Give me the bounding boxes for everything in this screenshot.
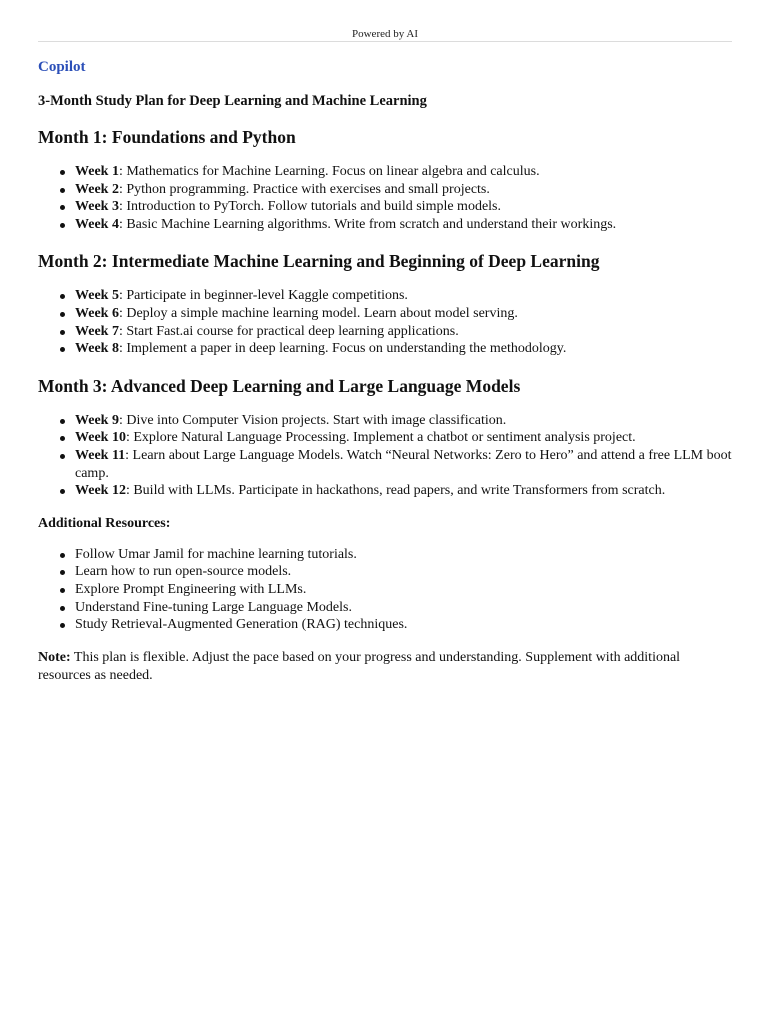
week-text: : Implement a paper in deep learning. Focus on understanding the methodology. <box>118 341 567 357</box>
powered-by-bar <box>38 0 732 42</box>
week-label: Week 8 <box>75 341 119 357</box>
week-label: Week 4 <box>75 216 119 232</box>
week-text: : Explore Natural Language Processing. Implement a chatbot or sentiment analysis project. <box>125 430 636 446</box>
resources-heading: Additional Resources: <box>38 515 171 531</box>
week-text: : Participate in beginner-level Kaggle competitions. <box>118 288 408 304</box>
note-paragraph <box>38 649 732 685</box>
month-2-heading: Month 2: Intermediate Machine Learning and Beginning of Deep Learning <box>38 251 600 272</box>
month-1-heading: Month 1: Foundations and Python <box>38 127 296 147</box>
list-item <box>75 216 732 234</box>
note-text: This plan is flexible. Adjust the pace based on your progress and understanding. Supplement with additional resources as needed. <box>38 649 681 683</box>
week-text: : Introduction to PyTorch. Follow tutorials and build simple models. <box>118 199 501 215</box>
week-label: Week 1 <box>75 164 119 179</box>
week-text: : Deploy a simple machine learning model. Learn about model serving. <box>118 305 518 321</box>
month-3-week-list <box>38 412 732 500</box>
list-item <box>75 482 732 500</box>
list-item <box>75 447 732 482</box>
list-item: Learn how to run open-source models. <box>75 563 732 581</box>
list-item <box>75 429 732 447</box>
list-item: Follow Umar Jamil for machine learning tutorials. <box>75 546 732 564</box>
document-title: 3-Month Study Plan for Deep Learning and Machine Learning <box>38 93 427 109</box>
list-item <box>75 287 732 305</box>
week-text: : Dive into Computer Vision projects. Start with image classification. <box>118 412 507 428</box>
month-1-week-list <box>38 163 732 233</box>
week-label: Week 2 <box>75 181 119 197</box>
week-text: : Build with LLMs. Participate in hackathons, read papers, and write Transformers from scratch. <box>125 483 666 499</box>
list-item <box>75 181 732 199</box>
week-text: : Python programming. Practice with exercises and small projects. <box>118 181 490 197</box>
week-label: Week 12 <box>75 483 126 499</box>
list-item <box>75 305 732 323</box>
list-item: Explore Prompt Engineering with LLMs. <box>75 581 732 599</box>
list-item <box>75 198 732 216</box>
week-label: Week 7 <box>75 323 119 339</box>
week-label: Week 10 <box>75 430 126 446</box>
list-item <box>75 163 732 181</box>
list-item: Understand Fine-tuning Large Language Models. <box>75 599 732 617</box>
week-text: : Start Fast.ai course for practical deep learning applications. <box>118 323 459 339</box>
note-label: Note: <box>38 649 71 665</box>
powered-by-label: Powered by AI <box>352 28 418 40</box>
week-label: Week 9 <box>75 412 119 428</box>
document-page <box>38 0 732 685</box>
month-2-week-list <box>38 287 732 357</box>
week-label: Week 3 <box>75 199 119 215</box>
list-item <box>75 412 732 430</box>
list-item <box>75 340 732 358</box>
week-label: Week 11 <box>75 447 126 463</box>
resources-list <box>38 546 732 634</box>
list-item <box>75 323 732 341</box>
week-label: Week 6 <box>75 305 119 321</box>
week-label: Week 5 <box>75 288 119 304</box>
week-text: : Basic Machine Learning algorithms. Write from scratch and understand their workings. <box>118 216 617 232</box>
week-text: : Learn about Large Language Models. Watch “Neural Networks: Zero to Hero” and attend a free LLM boot camp. <box>75 447 732 481</box>
list-item: Study Retrieval-Augmented Generation (RAG) techniques. <box>75 616 732 634</box>
week-text: : Mathematics for Machine Learning. Focus on linear algebra and calculus. <box>118 164 540 179</box>
brand-name: Copilot <box>38 59 86 75</box>
month-3-heading: Month 3: Advanced Deep Learning and Large Language Models <box>38 375 521 396</box>
